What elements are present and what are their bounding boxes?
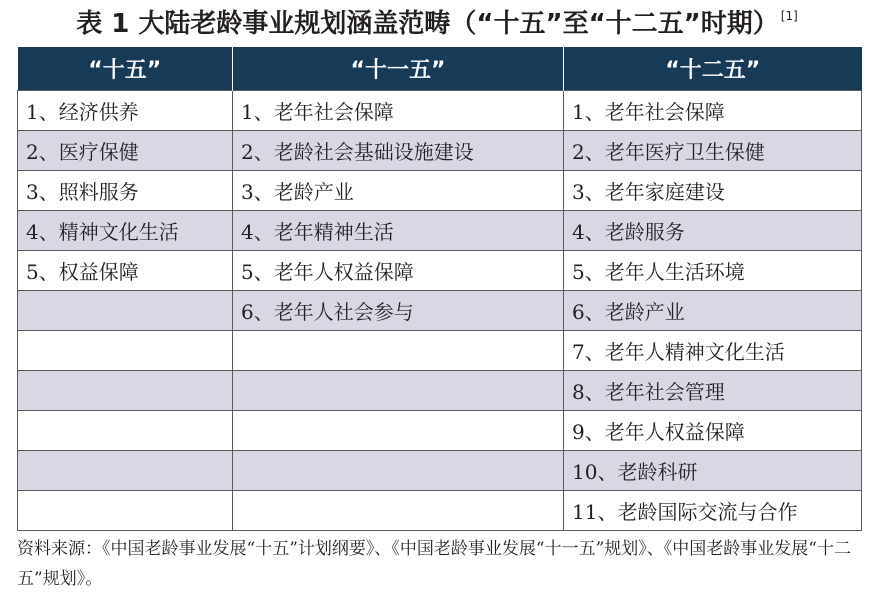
table-cell: 1、老年社会保障: [233, 91, 564, 131]
table-cell: [233, 451, 564, 491]
table-cell: [233, 371, 564, 411]
table-row: [18, 171, 862, 211]
table-cell: 4、精神文化生活: [18, 211, 233, 251]
table-cell: 2、老龄社会基础设施建设: [233, 131, 564, 171]
table-cell: 9、老年人权益保障: [564, 411, 862, 451]
table-cell: 5、权益保障: [18, 251, 233, 291]
column-header-10th-plan: “十五”: [18, 47, 233, 91]
table-cell: 3、老年家庭建设: [564, 171, 862, 211]
table-row: [18, 331, 862, 371]
table-cell: 11、老龄国际交流与合作: [564, 491, 862, 531]
table-cell: 3、照料服务: [18, 171, 233, 211]
table-cell: [233, 411, 564, 451]
table-cell: [233, 491, 564, 531]
table-row: [18, 491, 862, 531]
table-cell: 1、老年社会保障: [564, 91, 862, 131]
plan-scope-table: [17, 47, 862, 531]
table-row: [18, 251, 862, 291]
table-cell: [18, 491, 233, 531]
table-cell: [18, 331, 233, 371]
table-row: [18, 291, 862, 331]
table-cell: 2、老年医疗卫生保健: [564, 131, 862, 171]
table-cell: [233, 331, 564, 371]
citation-ref: [1]: [780, 9, 798, 23]
table-cell: 5、老年人生活环境: [564, 251, 862, 291]
table-row: [18, 371, 862, 411]
table-cell: 8、老年社会管理: [564, 371, 862, 411]
table-header-row: [18, 47, 862, 91]
table-cell: [18, 411, 233, 451]
column-header-11th-plan: “十一五”: [233, 47, 564, 91]
table-row: [18, 131, 862, 171]
source-note: 资料来源：《中国老龄事业发展“十五”计划纲要》、《中国老龄事业发展“十一五”规划》、《中国老龄事业发展“十二五”规划》。: [17, 539, 851, 589]
table-cell: 6、老龄产业: [564, 291, 862, 331]
column-header-12th-plan: “十二五”: [564, 47, 862, 91]
table-cell: [18, 451, 233, 491]
table-cell: 5、老年人权益保障: [233, 251, 564, 291]
table-row: [18, 91, 862, 131]
table-cell: 4、老龄服务: [564, 211, 862, 251]
table-cell: 7、老年人精神文化生活: [564, 331, 862, 371]
table-cell: 10、老龄科研: [564, 451, 862, 491]
table-cell: 1、经济供养: [18, 91, 233, 131]
table-title: 表 1 大陆老龄事业规划涵盖范畴（“十五”至“十二五”时期）: [76, 9, 779, 39]
table-row: [18, 451, 862, 491]
table-cell: 3、老龄产业: [233, 171, 564, 211]
table-cell: 4、老年精神生活: [233, 211, 564, 251]
table-cell: [18, 371, 233, 411]
table-cell: 2、医疗保健: [18, 131, 233, 171]
table-caption: [0, 4, 874, 44]
table-row: [18, 411, 862, 451]
table-cell: 6、老年人社会参与: [233, 291, 564, 331]
table-row: [18, 211, 862, 251]
table-cell: [18, 291, 233, 331]
